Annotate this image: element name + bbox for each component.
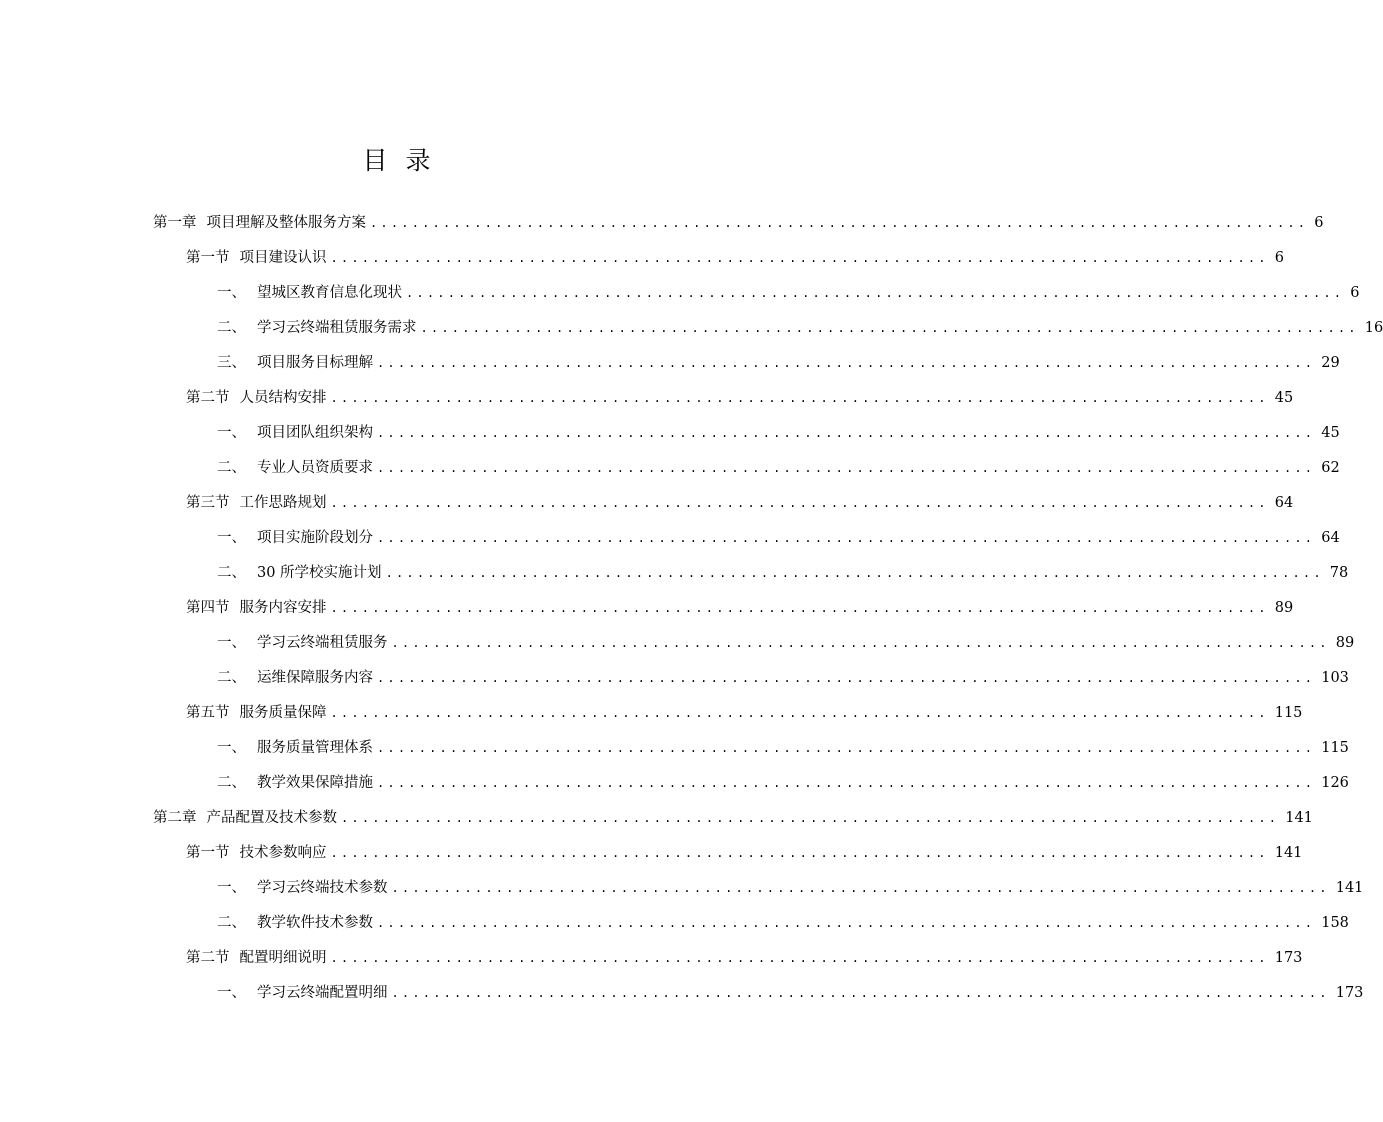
- toc-entry-title: 运维保障服务内容: [257, 669, 373, 686]
- dot-leader: ..........................................................................................: [330, 600, 1269, 615]
- dot-leader: ..........................................................................................: [391, 880, 1330, 895]
- toc-entry-number: 一、: [217, 634, 246, 651]
- toc-entry-title: 服务质量管理体系: [257, 739, 373, 756]
- toc-entry-item[interactable]: [217, 415, 1340, 450]
- toc-entry-number: 第四节: [186, 599, 230, 616]
- dot-leader: ..........................................................................................: [406, 285, 1345, 300]
- toc-entry-page: 103: [1321, 669, 1349, 686]
- dot-leader: ..........................................................................................: [377, 530, 1316, 545]
- toc-entry-title: 项目团队组织架构: [257, 424, 373, 441]
- dot-leader: ..........................................................................................: [330, 845, 1269, 860]
- toc-entry-title: 学习云终端配置明细: [257, 984, 388, 1001]
- dot-leader: ..........................................................................................: [377, 355, 1316, 370]
- toc-entry-number: 第一节: [186, 249, 230, 266]
- toc-entry-item[interactable]: [217, 870, 1364, 905]
- toc-entry-number: 第二节: [186, 389, 230, 406]
- toc-entry-section[interactable]: [186, 940, 1303, 975]
- toc-entry-number: 二、: [217, 319, 246, 336]
- toc-entry-title: 配置明细说明: [239, 949, 327, 966]
- toc-entry-page: 141: [1285, 809, 1313, 826]
- toc-entry-title: 项目建设认识: [239, 249, 327, 266]
- toc-entry-title: 30 所学校实施计划: [257, 564, 382, 581]
- toc-entry-section[interactable]: [186, 695, 1303, 730]
- toc-entry-section[interactable]: [186, 590, 1294, 625]
- toc-entry-page: 6: [1314, 214, 1324, 231]
- toc-entry-item[interactable]: [217, 625, 1355, 660]
- toc-entry-chapter[interactable]: [153, 205, 1324, 240]
- toc-entry-number: 第二章: [153, 809, 197, 826]
- toc-entry-title: 学习云终端租赁服务: [257, 634, 388, 651]
- toc-entry-number: 第二节: [186, 949, 230, 966]
- toc-entry-title: 学习云终端租赁服务需求: [257, 319, 417, 336]
- dot-leader: ..........................................................................................: [377, 460, 1316, 475]
- toc-entry-page: 126: [1321, 774, 1349, 791]
- dot-leader: ..........................................................................................: [370, 215, 1309, 230]
- toc-entry-title: 服务质量保障: [239, 704, 327, 721]
- dot-leader: ..........................................................................................: [377, 425, 1316, 440]
- toc-entry-section[interactable]: [186, 240, 1284, 275]
- toc-entry-item[interactable]: [217, 730, 1349, 765]
- dot-leader: ..........................................................................................: [377, 775, 1316, 790]
- dot-leader: ..........................................................................................: [420, 320, 1359, 335]
- toc-entry-item[interactable]: [217, 275, 1360, 310]
- toc-entry-item[interactable]: [217, 660, 1349, 695]
- toc-entry-number: 第一章: [153, 214, 197, 231]
- toc-entry-page: 45: [1321, 424, 1340, 441]
- toc-entry-item[interactable]: [217, 555, 1349, 590]
- toc-entry-page: 16: [1364, 319, 1383, 336]
- toc-entry-number: 二、: [217, 669, 246, 686]
- toc-entry-number: 三、: [217, 354, 246, 371]
- toc-entry-title: 技术参数响应: [239, 844, 327, 861]
- toc-entry-title: 教学效果保障措施: [257, 774, 373, 791]
- toc-entry-number: 二、: [217, 774, 246, 791]
- toc-entry-number: 第三节: [186, 494, 230, 511]
- toc-entry-page: 141: [1274, 844, 1303, 861]
- dot-leader: ..........................................................................................: [341, 810, 1280, 825]
- toc-entry-page: 158: [1321, 914, 1349, 931]
- toc-entry-number: 一、: [217, 529, 246, 546]
- toc-entry-title: 学习云终端技术参数: [257, 879, 388, 896]
- toc-entry-page: 141: [1335, 879, 1364, 896]
- dot-leader: ..........................................................................................: [330, 250, 1269, 265]
- toc-entry-page: 173: [1274, 949, 1303, 966]
- toc-entry-page: 89: [1274, 599, 1294, 616]
- toc-entry-page: 64: [1274, 494, 1294, 511]
- toc-entry-item[interactable]: [217, 345, 1340, 380]
- toc-entry-title: 项目服务目标理解: [257, 354, 373, 371]
- toc-entry-page: 115: [1274, 704, 1303, 721]
- toc-entry-title: 望城区教育信息化现状: [257, 284, 402, 301]
- toc-entry-title: 人员结构安排: [239, 389, 327, 406]
- dot-leader: ..........................................................................................: [377, 740, 1316, 755]
- toc-entry-page: 45: [1274, 389, 1294, 406]
- toc-entry-item[interactable]: [217, 905, 1349, 940]
- dot-leader: ..........................................................................................: [391, 985, 1330, 1000]
- toc-entry-page: 173: [1335, 984, 1364, 1001]
- toc-entry-number: 一、: [217, 424, 246, 441]
- toc-entry-title: 产品配置及技术参数: [206, 809, 337, 826]
- toc-entry-item[interactable]: [217, 765, 1349, 800]
- toc-entry-page: 6: [1274, 249, 1284, 266]
- toc-entry-page: 115: [1321, 739, 1349, 756]
- toc-entry-page: 89: [1335, 634, 1355, 651]
- dot-leader: ..........................................................................................: [385, 565, 1324, 580]
- toc-entry-number: 二、: [217, 564, 246, 581]
- toc-entry-item[interactable]: [217, 520, 1340, 555]
- toc-entry-number: 第五节: [186, 704, 230, 721]
- toc-entry-section[interactable]: [186, 380, 1294, 415]
- toc-entry-item[interactable]: [217, 310, 1383, 345]
- toc-entry-number: 一、: [217, 984, 246, 1001]
- toc-entry-number: 一、: [217, 284, 246, 301]
- toc-entry-title: 项目实施阶段划分: [257, 529, 373, 546]
- toc-entry-chapter[interactable]: [153, 800, 1313, 835]
- toc-entry-number: 二、: [217, 914, 246, 931]
- page-title: 目录: [362, 146, 449, 175]
- dot-leader: ..........................................................................................: [330, 705, 1269, 720]
- toc-entry-number: 一、: [217, 739, 246, 756]
- toc-entry-title: 专业人员资质要求: [257, 459, 373, 476]
- toc-entry-title: 工作思路规划: [239, 494, 327, 511]
- toc-entry-page: 6: [1350, 284, 1360, 301]
- toc-entry-title: 项目理解及整体服务方案: [206, 214, 366, 231]
- dot-leader: ..........................................................................................: [377, 670, 1316, 685]
- toc-entry-page: 29: [1321, 354, 1340, 371]
- toc-entry-number: 一、: [217, 879, 246, 896]
- toc-entry-page: 78: [1329, 564, 1349, 581]
- dot-leader: ..........................................................................................: [377, 915, 1316, 930]
- toc-entry-item[interactable]: [217, 450, 1340, 485]
- toc-entry-title: 教学软件技术参数: [257, 914, 373, 931]
- dot-leader: ..........................................................................................: [330, 390, 1269, 405]
- toc-entry-page: 62: [1321, 459, 1340, 476]
- toc-entry-page: 64: [1321, 529, 1340, 546]
- toc-entry-section[interactable]: [186, 835, 1303, 870]
- dot-leader: ..........................................................................................: [330, 495, 1269, 510]
- toc-entry-number: 第一节: [186, 844, 230, 861]
- toc-entry-title: 服务内容安排: [239, 599, 327, 616]
- toc-entry-section[interactable]: [186, 485, 1294, 520]
- toc-entry-item[interactable]: [217, 975, 1364, 1010]
- dot-leader: ..........................................................................................: [330, 950, 1269, 965]
- dot-leader: ..........................................................................................: [391, 635, 1330, 650]
- toc-entry-number: 二、: [217, 459, 246, 476]
